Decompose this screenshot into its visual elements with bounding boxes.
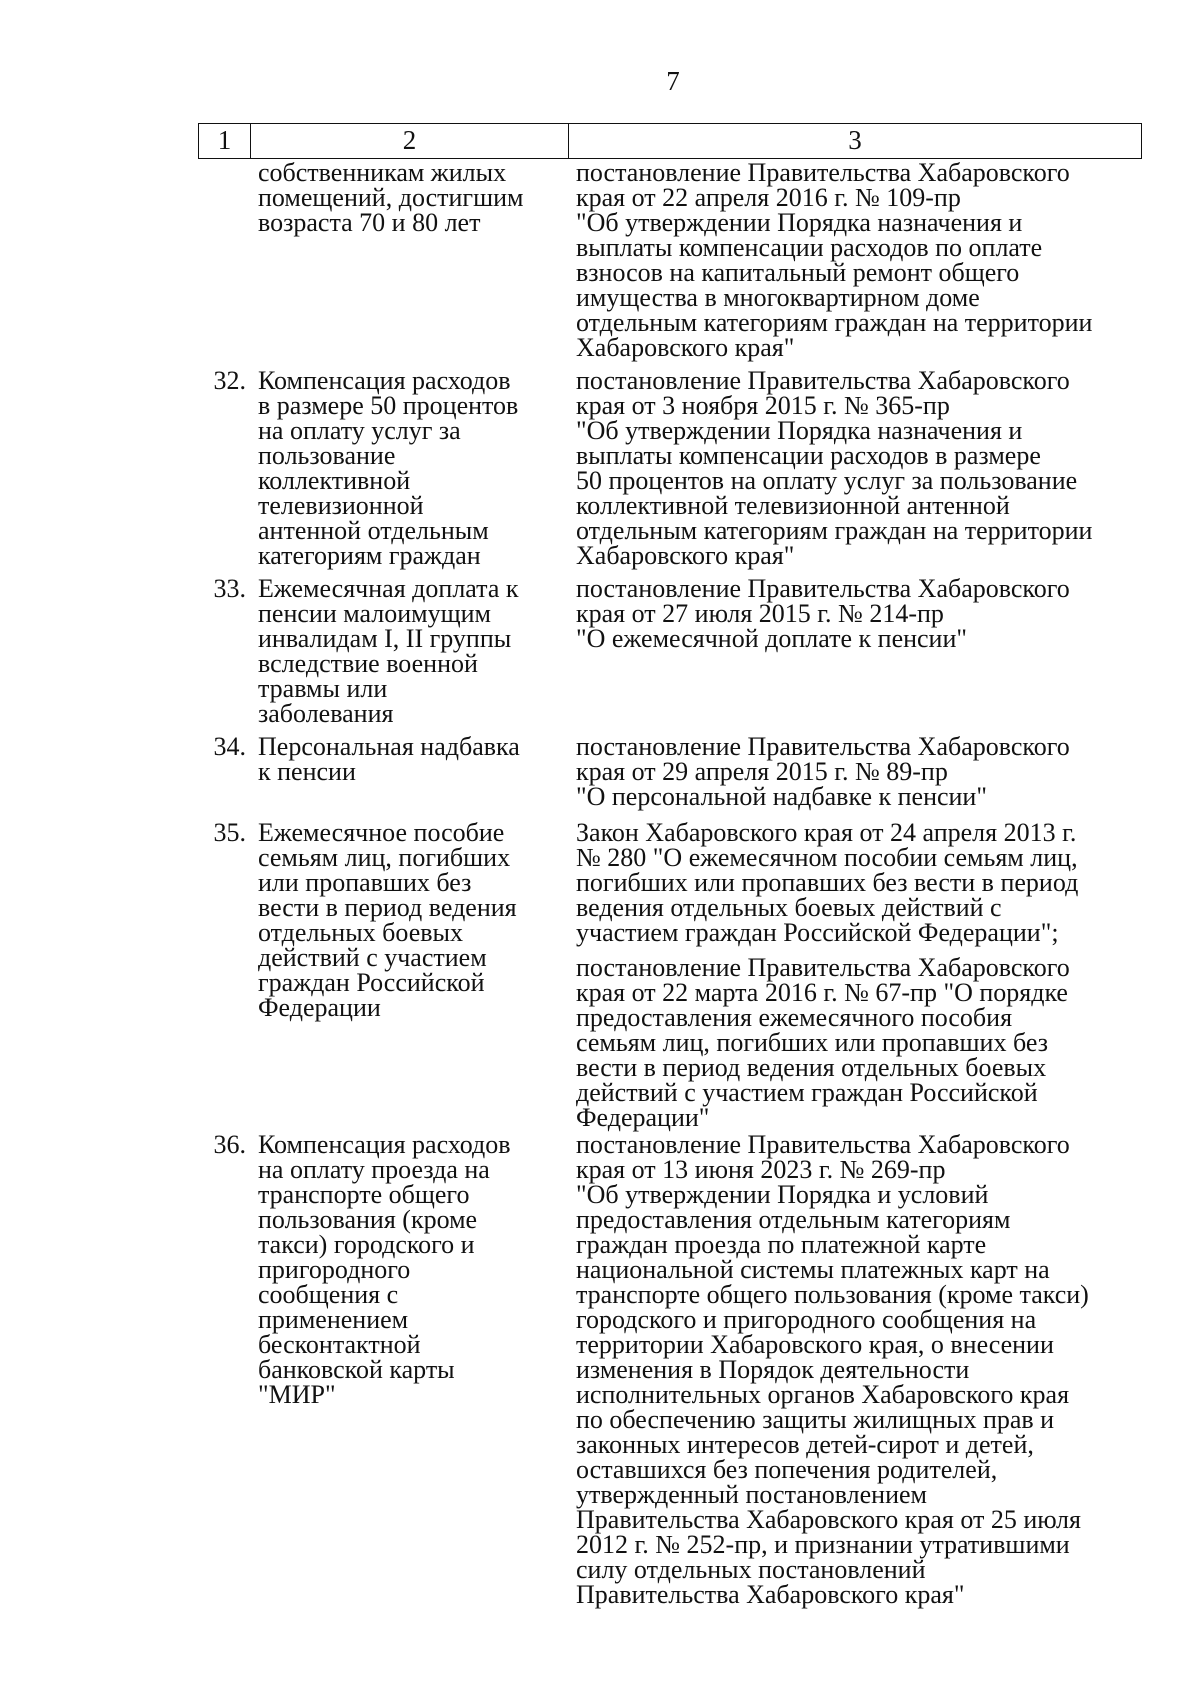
header-col-3: 3	[848, 125, 862, 155]
row-number: 36.	[213, 1130, 246, 1159]
benefit-name: Ежемесячная доплата к пенсии малоимущим инвалидам I, II группы вследствие военной травмы или заболевания	[258, 574, 519, 728]
legal-basis	[576, 1132, 1136, 1617]
header-col-1: 1	[199, 124, 251, 158]
legal-document: Закон Хабаровского края от 24 апреля 2013 г. № 280 "О ежемесячном пособии семьям лиц, погибших или пропавших без вести в период ведения отдельных боевых действий с участием граждан Российской Федерации";	[576, 818, 1079, 947]
header-col-2: 2	[251, 124, 569, 158]
legal-document: постановление Правительства Хабаровского края от 29 апреля 2015 г. № 89-пр "О персональной надбавке к пенсии"	[576, 732, 1070, 811]
row-number: 35.	[213, 818, 246, 847]
legal-document: постановление Правительства Хабаровского края от 22 апреля 2016 г. № 109-пр "Об утверждении Порядка назначения и выплаты компенсации расходов по оплате взносов на капитальный ремонт общего имущества в многоквартирном доме отдельным категориям граждан на территории Хабаровского края"	[576, 158, 1093, 362]
legal-basis	[576, 576, 1136, 661]
benefit-name: Персональная надбавка к пенсии	[258, 732, 520, 786]
benefit-name: Компенсация расходов в размере 50 процентов на оплату услуг за пользование коллективной телевизионной антенной отдельным категориям граждан	[258, 366, 519, 570]
row-number: 32.	[213, 366, 246, 395]
legal-basis	[576, 820, 1136, 1140]
row-number: 33.	[213, 574, 246, 603]
legal-document: постановление Правительства Хабаровского края от 3 ноября 2015 г. № 365-пр "Об утверждении Порядка назначения и выплаты компенсации расходов в размере 50 процентов на оплату услуг за пользование коллективной телевизионной антенной отдельным категориям граждан на территории Хабаровского края"	[576, 366, 1093, 570]
benefit-name: собственникам жилых помещений, достигшим возраста 70 и 80 лет	[258, 158, 524, 237]
legal-basis	[576, 368, 1136, 578]
legal-document: постановление Правительства Хабаровского края от 13 июня 2023 г. № 269-пр "Об утверждении Порядка и условий предоставления отдельным категориям граждан проезда по платежной карте национальной системы платежных карт на транспорте общего пользования (кроме такси) городского и пригородного сообщения на территории Хабаровского края, о внесении изменения в Порядок деятельности исполнительных органов Хабаровского края по обеспечению защиты жилищных прав и законных интересов детей-сирот и детей, оставшихся без попечения родителей, утвержденный постановлением Правительства Хабаровского края от 25 июля 2012 г. № 252-пр, и признании утратившими силу отдельных постановлений Правительства Хабаровского края"	[576, 1130, 1089, 1609]
row-number: 34.	[213, 732, 246, 761]
legal-basis	[576, 734, 1136, 819]
table-header	[198, 123, 1142, 159]
legal-document: постановление Правительства Хабаровского края от 22 марта 2016 г. № 67-пр "О порядке предоставления ежемесячного пособия семьям лиц, погибших или пропавших без вести в период ведения отдельных боевых действий с участием граждан Российской Федерации"	[576, 953, 1070, 1132]
legal-basis	[576, 160, 1136, 370]
benefit-name: Ежемесячное пособие семьям лиц, погибших или пропавших без вести в период ведения отдельных боевых действий с участием граждан Российской Федерации	[258, 818, 517, 1022]
legal-document: постановление Правительства Хабаровского края от 27 июля 2015 г. № 214-пр "О ежемесячной доплате к пенсии"	[576, 574, 1070, 653]
page-number: 7	[666, 66, 680, 96]
benefit-name: Компенсация расходов на оплату проезда на транспорте общего пользования (кроме такси) городского и пригородного сообщения с применением бесконтактной банковской карты "МИР"	[258, 1130, 511, 1409]
